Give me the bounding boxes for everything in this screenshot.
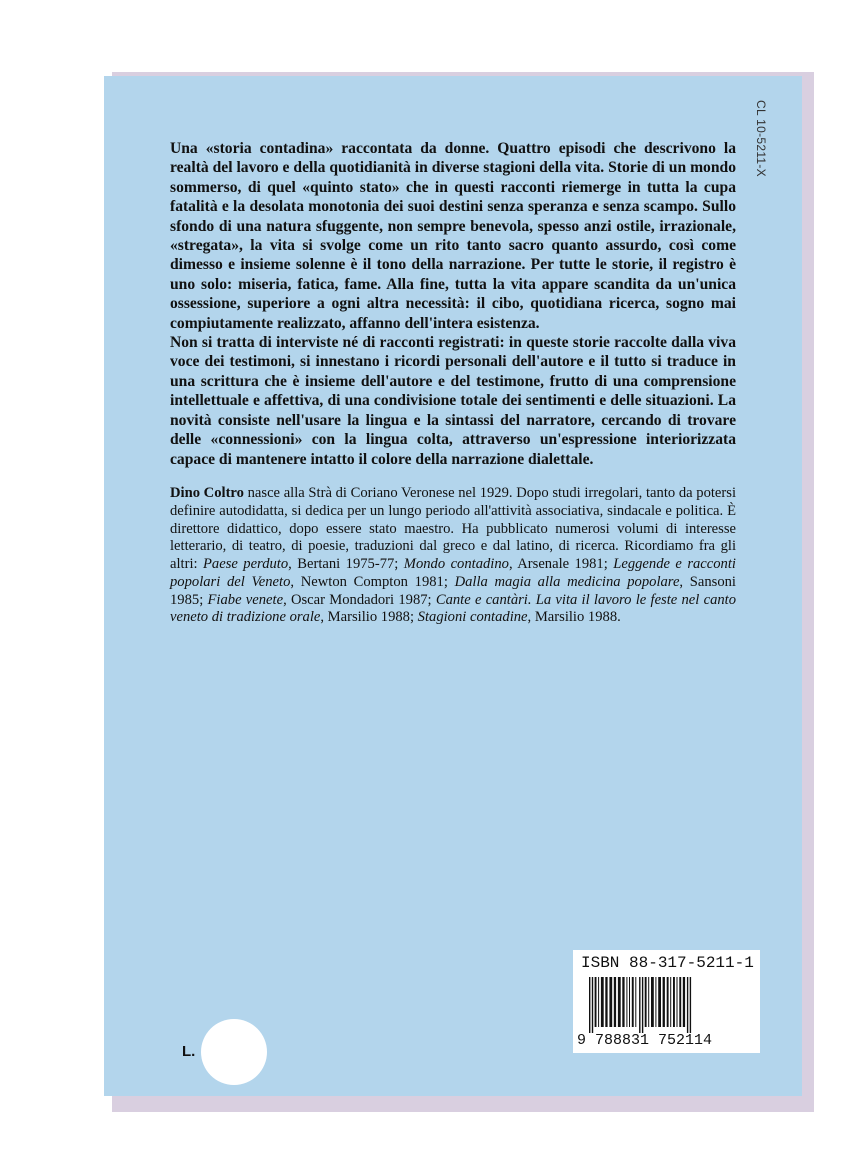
barcode-bar — [673, 977, 675, 1027]
barcode-bar — [635, 977, 636, 1027]
work-publisher: , Newton Compton 1981; — [290, 573, 455, 590]
synopsis-paragraph: Una «storia contadina» raccontata da donne. Quattro episodi che descrivono la realtà del lavoro e della quotidianità in diverse stagioni della vita. Storie di un mondo sommerso, di quel «quinto stato» che in questi racconti riemerge in tutta la cupa fatalità e la desolata monotonia dei suoi destini senza speranza e senza scampo. Sullo sfondo di una natura sfuggente, non sempre benevola, spesso anzi ostile, irrazionale, «stregata», la vita si svolge come un rito tanto sacro quanto assurdo, così come dimesso e insieme solenne è il tono della narrazione. Per tutte le storie, il registro è uno solo: miseria, fatica, fame. Alla fine, tutta la vita appare scandita da un'unica ossessione, superiore a ogni altra necessità: il cibo, quotidiana ricerca, sogno mai compiutamente realizzato, affanno dell'intera esistenza. — [170, 140, 736, 332]
barcode-bar — [605, 977, 607, 1027]
author-bio — [170, 485, 736, 627]
ean-digits: 9 788831 752114 — [577, 1032, 713, 1049]
work-publisher: , Oscar Mondadori 1987; — [283, 591, 436, 608]
barcode-bar — [679, 977, 681, 1027]
barcode-bar — [677, 977, 678, 1027]
barcode-bar — [667, 977, 669, 1027]
work-title: Stagioni contadine — [417, 609, 528, 626]
synopsis-paragraph: Non si tratta di interviste né di racconti registrati: in queste storie raccolte dalla viva voce dei testimoni, si innestano i ricordi personali dell'autore e il tutto si traduce in una scrittura che è insieme dell'autore e del testimone, frutto di una comprensione intellettuale e affettiva, di una condivisione totale dei sentimenti e delle situazioni. La novità consiste nell'usare la lingua e la sintassi del narratore, cercando di trovare delle «connessioni» con la lingua colta, attraverso un'espressione interiorizzata capace di mantenere intatto il colore della narrazione dialettale. — [170, 334, 736, 468]
barcode-bar — [658, 977, 661, 1027]
barcode-bar — [589, 977, 590, 1033]
work-title: Dalla magia alla medicina popolare — [454, 573, 680, 590]
work-title: Cante e cantàri. La vita il lavoro le feste nel canto veneto di tradizione orale — [170, 591, 737, 626]
barcode-bar — [663, 977, 665, 1027]
synopsis — [170, 139, 736, 469]
cover-text-block — [170, 139, 736, 627]
barcode-bar — [687, 977, 688, 1033]
bio-text: nasce alla Strà di Coriano Veronese nel 1929. Dopo studi irregolari, tanto da potersi definire autodidatta, si dedica per un lungo periodo all'attività associativa, sindacale e politica. È direttore didattico, dopo essere stato maestro. Ha pubblicato numerosi volumi di interesse letterario, di teatro, di poesie, traduzioni dal greco e dal latino, di ricerca. Ricordiamo fra gli altri: — [170, 484, 736, 573]
barcode-bar — [648, 977, 649, 1027]
work-title: Fiabe venete — [207, 591, 284, 608]
barcode-bars — [589, 977, 753, 1033]
barcode-bar — [592, 977, 593, 1033]
work-publisher: , Marsilio 1988; — [320, 609, 418, 626]
barcode-bar — [645, 977, 647, 1027]
barcode-bar — [609, 977, 612, 1027]
work-title: Mondo contadino — [403, 556, 509, 573]
barcode-bar — [601, 977, 604, 1027]
work-publisher: , Marsilio 1988. — [527, 609, 621, 626]
barcode-bar — [670, 977, 671, 1027]
isbn-label: ISBN 88-317-5211-1 — [581, 954, 754, 972]
barcode-bar — [642, 977, 643, 1033]
barcode-bar — [632, 977, 634, 1027]
barcode-bar — [595, 977, 597, 1027]
work-title: Leggende e racconti popolari del Veneto — [170, 556, 736, 590]
barcode-bar — [683, 977, 685, 1027]
barcode-bar — [614, 977, 616, 1027]
barcode-bar — [598, 977, 599, 1027]
work-title: Paese perduto — [203, 556, 289, 573]
work-publisher: , Sansoni 1985; — [170, 573, 736, 608]
catalog-code: CL 10-5211-X — [754, 100, 768, 177]
barcode-bar — [618, 977, 621, 1027]
barcode-bar — [690, 977, 691, 1033]
barcode-bar — [651, 977, 654, 1027]
author-name: Dino Coltro — [170, 484, 244, 501]
barcode-bar — [626, 977, 627, 1027]
publisher-mark: L. — [182, 1043, 196, 1060]
barcode-bar — [639, 977, 640, 1033]
work-publisher: , Bertani 1975-77; — [288, 556, 404, 573]
isbn-barcode — [573, 950, 760, 1053]
barcode-bar — [622, 977, 624, 1027]
price-sticker — [201, 1019, 267, 1085]
barcode-bar — [629, 977, 630, 1027]
work-publisher: , Arsenale 1981; — [508, 556, 614, 573]
barcode-bar — [655, 977, 656, 1027]
